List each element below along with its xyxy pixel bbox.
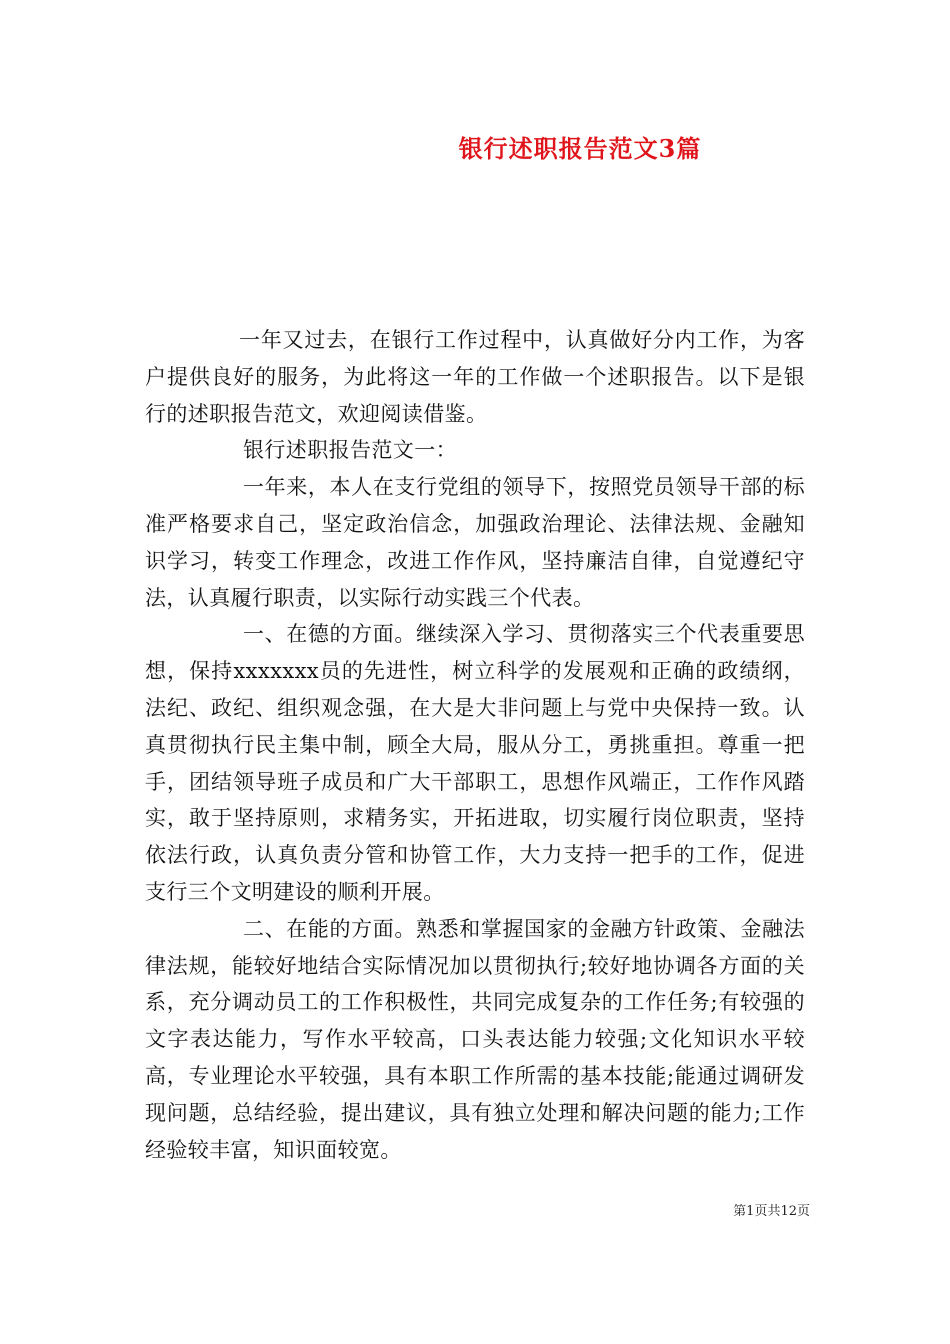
body-paragraph: 二、在能的方面。熟悉和掌握国家的金融方针政策、金融法律法规，能较好地结合实际情况加以贯彻执行;较好地协调各方面的关系，充分调动员工的工作积极性，共同完成复杂的工作任务;有较强的文字表达能力，写作水平较高，口头表达能力较强;文化知识水平较高，专业理论水平较强，具有本职工作所需的基本技能;能通过调研发现问题，总结经验，提出建议，具有独立处理和解决问题的能力;工作经验较丰富，知识面较宽。: [145, 916, 805, 1162]
document-title: 银行述职报告范文3篇: [458, 134, 702, 163]
section-heading: 银行述职报告范文一：: [243, 438, 457, 463]
body-paragraph: 一、在德的方面。继续深入学习、贯彻落实三个代表重要思想，保持xxxxxxx员的先进性，树立科学的发展观和正确的政绩纲，法纪、政纪、组织观念强，在大是大非问题上与党中央保持一致。认真贯彻执行民主集中制，顾全大局，服从分工，勇挑重担。尊重一把手，团结领导班子成员和广大干部职工，思想作风端正，工作作风踏实，敢于坚持原则，求精务实，开拓进取，切实履行岗位职责，坚持依法行政，认真负责分管和协管工作，大力支持一把手的工作，促进支行三个文明建设的顺利开展。: [145, 622, 805, 904]
body-paragraph: 一年来，本人在支行党组的领导下，按照党员领导干部的标准严格要求自己，坚定政治信念，加强政治理论、法律法规、金融知识学习，转变工作理念，改进工作作风，坚持廉洁自律，自觉遵纪守法，认真履行职责，以实际行动实践三个代表。: [145, 475, 805, 610]
document-body: [145, 322, 805, 1168]
intro-paragraph: 一年又过去，在银行工作过程中，认真做好分内工作，为客户提供良好的服务，为此将这一年的工作做一个述职报告。以下是银行的述职报告范文，欢迎阅读借鉴。: [145, 328, 805, 426]
page-number-footer: 第1页共12页: [733, 1204, 810, 1219]
